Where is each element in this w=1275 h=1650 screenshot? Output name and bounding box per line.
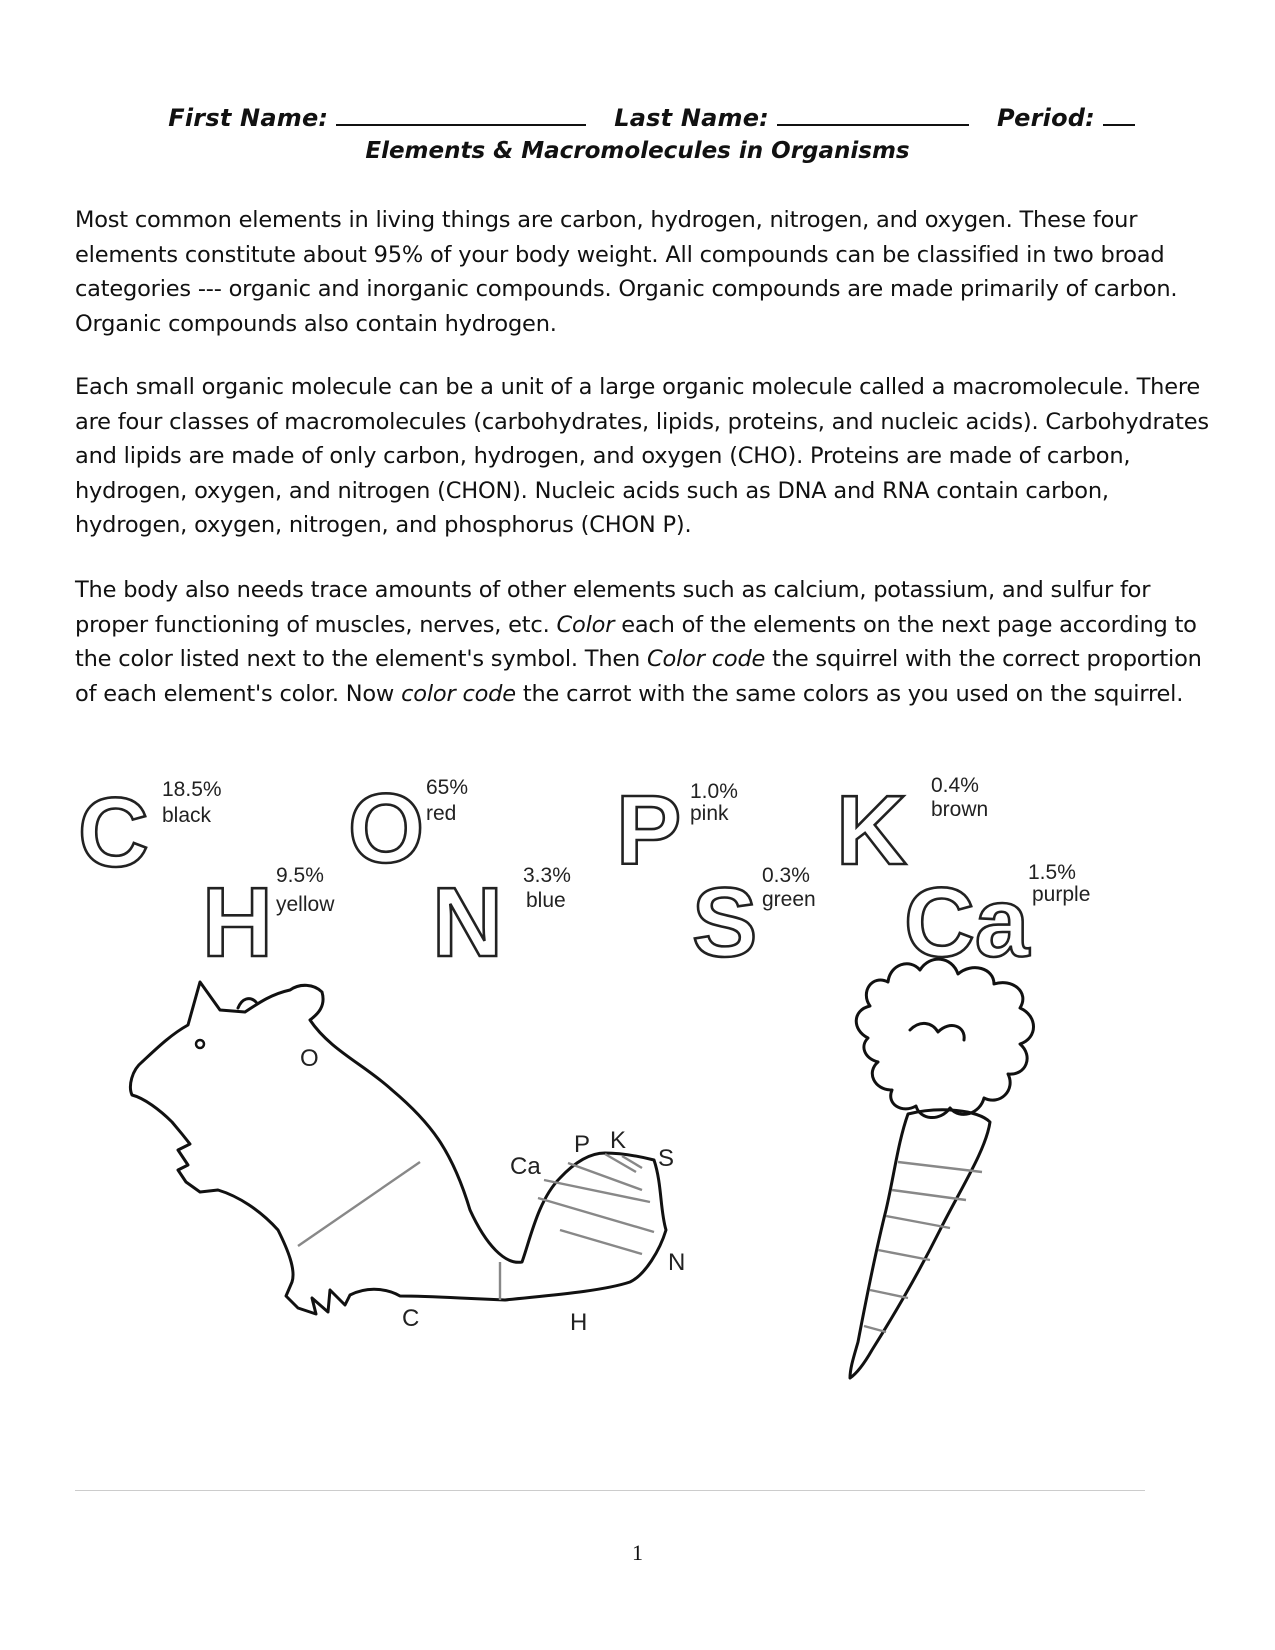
element-color-H: yellow bbox=[276, 893, 335, 916]
carrot-stripe-6 bbox=[864, 1326, 886, 1332]
element-N[interactable] bbox=[432, 864, 571, 977]
last-name-blank[interactable] bbox=[777, 102, 969, 126]
squirrel-divider-ca-2 bbox=[544, 1180, 650, 1202]
carrot-stripe-1 bbox=[898, 1162, 982, 1172]
element-symbol-P: P bbox=[616, 775, 682, 885]
carrot-stripe-5 bbox=[870, 1290, 908, 1298]
instructions-emphasis-color: Color bbox=[556, 611, 615, 638]
element-symbol-O: O bbox=[348, 773, 425, 883]
squirrel-divider-p bbox=[568, 1163, 642, 1190]
instructions-text-3: the squirrel with the correct proportion of each element's color. Now bbox=[75, 646, 1202, 707]
first-name-blank[interactable] bbox=[336, 102, 586, 126]
instructions-emphasis-color-code-2: color code bbox=[401, 680, 516, 707]
document-title: Elements & Macromolecules in Organisms bbox=[365, 138, 910, 164]
element-color-C: black bbox=[162, 804, 212, 827]
last-name-label: Last Name: bbox=[614, 104, 769, 132]
element-C[interactable] bbox=[78, 777, 222, 887]
squirrel-divider-ca-1 bbox=[538, 1198, 654, 1232]
squirrel-label-Ca: Ca bbox=[510, 1153, 541, 1180]
element-color-N: blue bbox=[526, 889, 566, 912]
squirrel-label-K: K bbox=[610, 1127, 627, 1154]
element-percent-H: 9.5% bbox=[276, 864, 324, 887]
elements-figure bbox=[60, 770, 1220, 1490]
element-percent-O: 65% bbox=[426, 776, 469, 799]
period-label: Period: bbox=[996, 104, 1095, 132]
period-blank[interactable] bbox=[1103, 102, 1135, 126]
paragraph-macromolecules: Each small organic molecule can be a unit of a large organic molecule called a macromolecule. There are four classes of macromolecules (carbohydrates, lipids, proteins, and nucleic acids). Carbohydrates and lipids are made of only carbon, hydrogen, and oxygen (CHO). Proteins are made of carbon, hydrogen, oxygen, and nitrogen (CHON). Nucleic acids such as DNA and RNA contain carbon, hydrogen, oxygen, nitrogen, and phosphorus (CHON P). bbox=[75, 374, 1209, 538]
element-symbol-K: K bbox=[836, 775, 907, 885]
carrot-root-outline bbox=[850, 1110, 990, 1378]
paragraph-instructions bbox=[75, 573, 1215, 711]
squirrel-label-N: N bbox=[668, 1249, 686, 1276]
instructions-text-2: each of the elements on the next page according to the color listed next to the element's symbol. Then bbox=[75, 611, 1197, 672]
element-color-K: brown bbox=[931, 798, 989, 821]
element-percent-S: 0.3% bbox=[762, 864, 810, 887]
page-number: 1 bbox=[632, 1540, 643, 1565]
element-percent-C: 18.5% bbox=[162, 778, 222, 801]
carrot-leaves-outline bbox=[856, 959, 1033, 1117]
element-percent-P: 1.0% bbox=[690, 780, 738, 803]
element-color-Ca: purple bbox=[1032, 883, 1091, 906]
footer-divider bbox=[75, 1490, 1145, 1491]
element-percent-N: 3.3% bbox=[523, 864, 571, 887]
element-H[interactable] bbox=[202, 864, 335, 977]
squirrel-label-C: C bbox=[402, 1305, 420, 1332]
element-color-P: pink bbox=[690, 802, 729, 825]
paragraph-common-elements: Most common elements in living things are carbon, hydrogen, nitrogen, and oxygen. These four elements constitute about 95% of your body weight. All compounds can be classified in two broad categories --- organic and inorganic compounds. Organic compounds are made primarily of carbon. Organic compounds also contain hydrogen. bbox=[75, 207, 1178, 337]
instructions-text-4: the carrot with the same colors as you used on the squirrel. bbox=[515, 680, 1184, 707]
squirrel-label-P: P bbox=[574, 1131, 591, 1158]
squirrel-eye bbox=[196, 1040, 204, 1048]
squirrel-label-S: S bbox=[658, 1145, 675, 1172]
squirrel-label-H: H bbox=[570, 1309, 588, 1336]
element-color-O: red bbox=[426, 802, 457, 825]
squirrel-divider-n bbox=[560, 1230, 642, 1254]
instructions-emphasis-color-code-1: Color code bbox=[647, 646, 766, 672]
carrot-stripe-4 bbox=[878, 1250, 930, 1260]
element-S[interactable] bbox=[692, 864, 816, 977]
element-symbol-S: S bbox=[692, 867, 758, 977]
element-symbol-N: N bbox=[432, 867, 503, 977]
squirrel-drawing[interactable] bbox=[130, 982, 685, 1336]
element-symbol-H: H bbox=[202, 867, 273, 977]
first-name-label: First Name: bbox=[168, 104, 329, 132]
carrot-leaves-inner bbox=[910, 1023, 964, 1040]
instructions-text-1: The body also needs trace amounts of other elements such as calcium, potassium, and sulfur for proper functioning of muscles, nerves, etc. bbox=[75, 577, 1151, 638]
squirrel-label-O: O bbox=[300, 1045, 319, 1072]
carrot-stripe-2 bbox=[892, 1190, 966, 1200]
element-color-S: green bbox=[762, 888, 816, 911]
element-percent-Ca: 1.5% bbox=[1028, 861, 1076, 884]
elements-illustration bbox=[60, 770, 1220, 1490]
carrot-drawing[interactable] bbox=[850, 959, 1034, 1378]
squirrel-divider-oxygen bbox=[298, 1162, 420, 1246]
element-symbol-Ca: Ca bbox=[904, 867, 1030, 977]
carrot-stripe-3 bbox=[886, 1216, 950, 1228]
element-percent-K: 0.4% bbox=[931, 774, 979, 797]
element-symbol-C: C bbox=[78, 777, 149, 887]
